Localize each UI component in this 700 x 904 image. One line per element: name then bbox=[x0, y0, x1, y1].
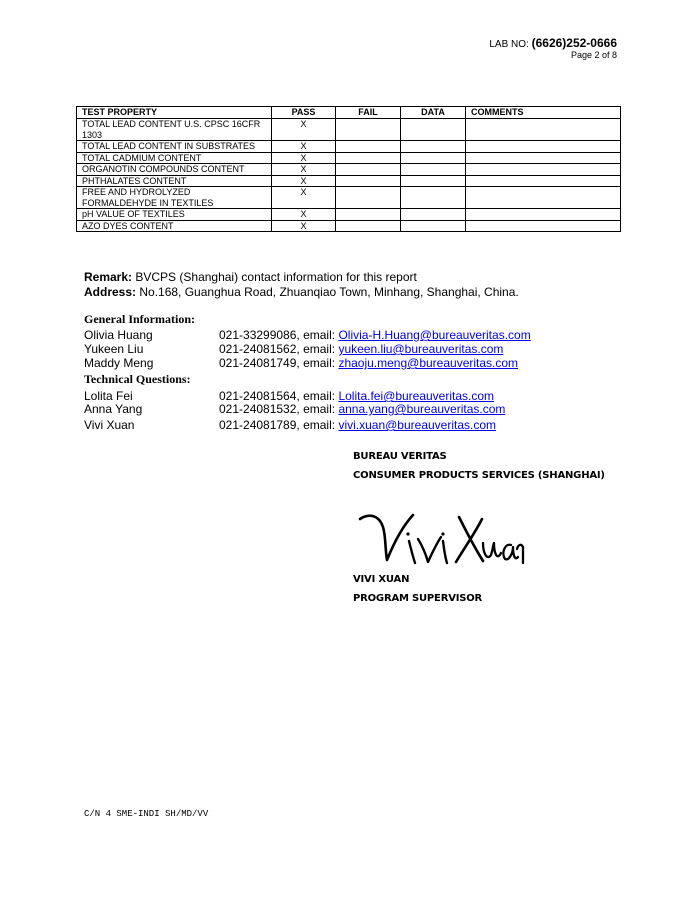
table-row bbox=[77, 175, 621, 187]
cell-property: TOTAL LEAD CONTENT U.S. CPSC 16CFR 1303 bbox=[77, 119, 272, 141]
cell-pass: X bbox=[272, 141, 336, 153]
contact-phone: 021-24081564, email: bbox=[219, 389, 336, 403]
cell-property: ORGANOTIN COMPOUNDS CONTENT bbox=[77, 164, 272, 176]
remark-text: BVCPS (Shanghai) contact information for this report bbox=[135, 270, 417, 284]
contact-email-link[interactable]: anna.yang@bureauveritas.com bbox=[338, 402, 506, 416]
signatory-dept: CONSUMER PRODUCTS SERVICES (SHANGHAI) bbox=[353, 470, 605, 481]
contact-email-link[interactable]: vivi.xuan@bureauveritas.com bbox=[338, 418, 497, 432]
contact-name: Olivia Huang bbox=[84, 328, 153, 342]
page-number: Page 2 of 8 bbox=[570, 50, 617, 60]
cell-fail bbox=[336, 209, 401, 221]
contact-row bbox=[84, 328, 644, 342]
header-pass: PASS bbox=[272, 107, 336, 119]
header-data: DATA bbox=[401, 107, 466, 119]
table-row bbox=[77, 164, 621, 176]
header-fail: FAIL bbox=[336, 107, 401, 119]
cell-fail bbox=[336, 119, 401, 141]
signatory-name: VIVI XUAN bbox=[353, 574, 410, 585]
test-results-table bbox=[76, 106, 621, 232]
table-row bbox=[77, 209, 621, 221]
cell-comments bbox=[466, 220, 621, 232]
cell-fail bbox=[336, 141, 401, 153]
contact-email-link[interactable]: Olivia-H.Huang@bureauveritas.com bbox=[338, 328, 531, 342]
contact-phone: 021-33299086, email: bbox=[219, 328, 336, 342]
table-row bbox=[77, 220, 621, 232]
cell-pass: X bbox=[272, 175, 336, 187]
cell-data bbox=[401, 175, 466, 187]
cell-data bbox=[401, 119, 466, 141]
remark-block bbox=[84, 270, 519, 300]
cell-property: pH VALUE OF TEXTILES bbox=[77, 209, 272, 221]
cell-property: TOTAL LEAD CONTENT IN SUBSTRATES bbox=[77, 141, 272, 153]
cell-property: FREE AND HYDROLYZED FORMALDEHYDE IN TEXTILES bbox=[77, 187, 272, 209]
cell-comments bbox=[466, 119, 621, 141]
footer-code: C/N 4 SME-INDI SH/MD/VV bbox=[84, 809, 209, 819]
table-row bbox=[77, 152, 621, 164]
header-comments: COMMENTS bbox=[466, 107, 621, 119]
contact-email-link[interactable]: zhaoju.meng@bureauveritas.com bbox=[338, 356, 519, 370]
address-line bbox=[84, 285, 519, 300]
cell-data bbox=[401, 220, 466, 232]
cell-data bbox=[401, 152, 466, 164]
contact-phone: 021-24081562, email: bbox=[219, 342, 336, 356]
cell-comments bbox=[466, 175, 621, 187]
header-test-property: TEST PROPERTY bbox=[77, 107, 272, 119]
table-header-row bbox=[77, 107, 621, 119]
cell-pass: X bbox=[272, 152, 336, 164]
cell-data bbox=[401, 209, 466, 221]
contact-row bbox=[84, 389, 644, 403]
contact-details bbox=[219, 402, 505, 416]
contact-phone: 021-24081749, email: bbox=[219, 356, 336, 370]
cell-fail bbox=[336, 187, 401, 209]
cell-data bbox=[401, 187, 466, 209]
contact-name: Yukeen Liu bbox=[84, 342, 144, 356]
cell-property: TOTAL CADMIUM CONTENT bbox=[77, 152, 272, 164]
contact-name: Lolita Fei bbox=[84, 389, 133, 403]
cell-pass: X bbox=[272, 119, 336, 141]
cell-pass: X bbox=[272, 187, 336, 209]
contact-name: Maddy Meng bbox=[84, 356, 154, 370]
contact-email-link[interactable]: Lolita.fei@bureauveritas.com bbox=[338, 389, 495, 403]
cell-fail bbox=[336, 152, 401, 164]
technical-questions-title: Technical Questions: bbox=[84, 372, 191, 386]
cell-pass: X bbox=[272, 209, 336, 221]
cell-data bbox=[401, 141, 466, 153]
remark-label: Remark: bbox=[84, 270, 133, 284]
contact-details bbox=[219, 389, 494, 403]
contact-details bbox=[219, 356, 518, 370]
cell-comments bbox=[466, 209, 621, 221]
table-row bbox=[77, 141, 621, 153]
table-row bbox=[77, 187, 621, 209]
general-info-title: General Information: bbox=[84, 312, 195, 326]
remark-line bbox=[84, 270, 519, 285]
signatory-org: BUREAU VERITAS bbox=[353, 451, 447, 462]
cell-property: PHTHALATES CONTENT bbox=[77, 175, 272, 187]
contact-details bbox=[219, 342, 503, 356]
cell-fail bbox=[336, 164, 401, 176]
signatory-title: PROGRAM SUPERVISOR bbox=[353, 593, 483, 604]
cell-fail bbox=[336, 220, 401, 232]
contact-row bbox=[84, 356, 644, 370]
cell-pass: X bbox=[272, 220, 336, 232]
contact-email-link[interactable]: yukeen.liu@bureauveritas.com bbox=[338, 342, 504, 356]
contact-name: Vivi Xuan bbox=[84, 418, 135, 432]
lab-number-value: (6626)252-0666 bbox=[531, 36, 617, 50]
lab-number bbox=[489, 36, 617, 50]
cell-comments bbox=[466, 141, 621, 153]
contact-phone: 021-24081532, email: bbox=[219, 402, 336, 416]
lab-number-label: LAB NO: bbox=[489, 39, 529, 50]
cell-pass: X bbox=[272, 164, 336, 176]
contact-details bbox=[219, 418, 496, 432]
address-text: No.168, Guanghua Road, Zhuanqiao Town, Minhang, Shanghai, China. bbox=[139, 285, 519, 299]
contact-name: Anna Yang bbox=[84, 402, 143, 416]
table-row bbox=[77, 119, 621, 141]
cell-comments bbox=[466, 152, 621, 164]
contact-row bbox=[84, 402, 644, 416]
cell-comments bbox=[466, 187, 621, 209]
contact-row bbox=[84, 342, 644, 356]
cell-fail bbox=[336, 175, 401, 187]
cell-data bbox=[401, 164, 466, 176]
handwritten-signature bbox=[355, 505, 525, 567]
cell-comments bbox=[466, 164, 621, 176]
address-label: Address: bbox=[84, 285, 137, 299]
contact-row bbox=[84, 418, 644, 432]
contact-phone: 021-24081789, email: bbox=[219, 418, 336, 432]
cell-property: AZO DYES CONTENT bbox=[77, 220, 272, 232]
contact-details bbox=[219, 328, 531, 342]
